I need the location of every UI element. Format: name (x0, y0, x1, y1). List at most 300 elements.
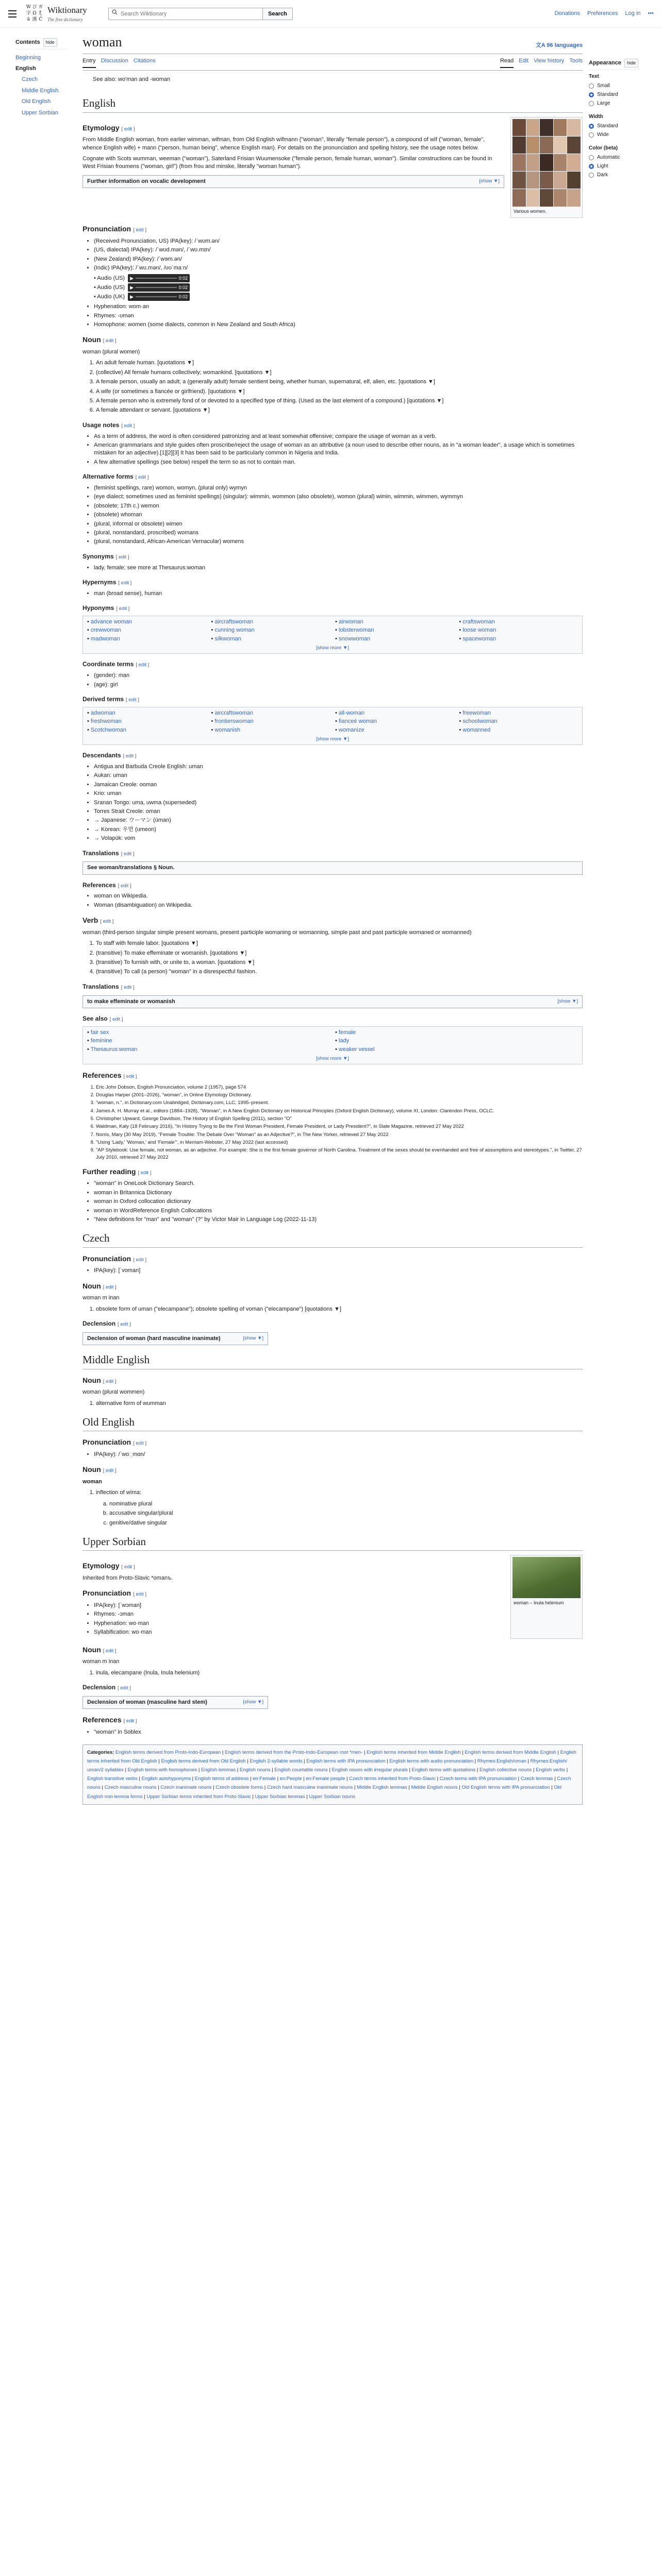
category-link[interactable]: English nouns with irregular plurals (332, 1767, 408, 1773)
definition: 2. (transitive) To make effeminate or womanish. [quotations ▼] (96, 950, 583, 957)
edit-link[interactable]: edit (106, 1648, 114, 1654)
edit-link[interactable]: edit (125, 753, 134, 759)
definition: 1. inflection of wīma: a. nominative plural b. accusative singular/plural c. genitive/dative singular (96, 1489, 583, 1527)
edit-link[interactable]: edit (140, 1170, 149, 1176)
see-also-box (82, 1026, 583, 1064)
logo-glyph: ξ (39, 11, 42, 16)
ipa-line: • (Indic) IPA(key): /ˈwʊ.mən/, /ʋʊˈmaːn/ (94, 264, 583, 272)
ang-headword: woman (82, 1479, 102, 1485)
derived-term-link[interactable]: • freshwoman (87, 718, 206, 725)
hsb-headword: woman m inan (82, 1658, 120, 1665)
photo-tile (526, 137, 540, 154)
edit-link[interactable]: edit (138, 474, 146, 481)
pron-line: • Hyphenation: wo·man (94, 1620, 504, 1628)
pron-extra: • Hyphenation: wom·an (94, 303, 583, 311)
category-link[interactable]: Czech masculine nouns (104, 1785, 157, 1791)
see-also-link[interactable]: • feminine (87, 1037, 330, 1045)
category-link[interactable]: Middle English nouns (411, 1785, 458, 1791)
play-icon: ▶ (130, 285, 134, 291)
usage-note: • American grammarians and style guides often proscribe/reject the usage of woman as an attributive (a noun used to describe other nouns, as in "a woman leader", a usage which is sometimes mistaken for an adjective).[1][2][3] It has been said to be particularly common in Nigeria and India. (94, 442, 583, 457)
category-link[interactable]: Upper Sorbian terms inherited from Proto-Slavic (146, 1793, 251, 1800)
noun-headword: woman (plural women) (82, 349, 140, 355)
ang-ipa: • IPA(key): /ˈwoːˌmɑn/ (94, 1451, 583, 1459)
toc-item[interactable]: Middle English (22, 87, 59, 94)
site-header (0, 0, 662, 28)
tab-entry[interactable]: Entry (82, 57, 96, 67)
derived-term-link[interactable]: • aircraftswoman (211, 709, 330, 717)
category-link[interactable]: Czech inanimate nouns (160, 1785, 212, 1791)
photo-tile (540, 119, 553, 136)
user-link[interactable]: Log in (625, 10, 641, 16)
audio-row (94, 293, 583, 301)
see-also-link[interactable]: • weaker vessel (335, 1046, 578, 1054)
photo-tile (554, 189, 567, 206)
show-more-link[interactable]: [show more ▼] (316, 1055, 349, 1061)
hyponyms-box (82, 616, 583, 654)
color-option[interactable] (589, 172, 640, 179)
further-reading: • "New definitions for "man" and "woman" (?" by Victor Mair in Language Log (2022-11-13) (94, 1216, 583, 1224)
logo-glyph: ä (27, 17, 30, 23)
user-links (555, 10, 654, 18)
descendants-heading: Descendants (82, 752, 121, 759)
color-option-label: Automatic (597, 154, 620, 160)
definition: 1. To staff with female labor. [quotations ▼] (96, 940, 583, 947)
coordinate-term: • (age): girl (94, 681, 583, 689)
alt-form: • (obsolete) whoman (94, 511, 583, 519)
edit-link[interactable]: edit (106, 1468, 114, 1474)
category-link[interactable]: en:Female (253, 1776, 276, 1782)
reference: 6. Waldman, Katy (18 February 2016), "In History Trying to Be the First Woman President, Female President, or Lady President?", in Slate Magazine, retrieved 27 May 2022 (96, 1123, 583, 1130)
descendant: • Sranan Tongo: uma, uwma (superseded) (94, 799, 583, 807)
user-link[interactable]: Donations (554, 10, 581, 16)
text-size-option[interactable] (589, 91, 640, 98)
category-link[interactable]: Upper Sorbian lemmas (255, 1793, 305, 1800)
pron-line: • Syllabification: wo·man (94, 1629, 504, 1636)
ipa-line: • (US, dialectal) IPA(key): /ˈwʊd.mən/, /ˈwʊ.mɪn/ (94, 246, 583, 254)
ipa-line: • (New Zealand) IPA(key): /ˈwɘm.ən/ (94, 256, 583, 263)
tab-tools[interactable]: Tools (569, 58, 583, 64)
definition: 4. A wife (or sometimes a fiancée or girlfriend). [quotations ▼] (96, 388, 583, 396)
photo-tile (567, 189, 581, 206)
hyponym-link[interactable]: • spacewoman (459, 635, 578, 643)
edit-link[interactable]: edit (106, 1378, 114, 1384)
edit-link[interactable]: edit (121, 580, 129, 586)
hsb-references-heading: References (82, 1716, 122, 1724)
category-link[interactable]: English terms derived from Middle English (465, 1750, 556, 1756)
derived-term-link[interactable]: • womanish (211, 726, 330, 734)
category-link[interactable]: English terms inherited from Middle English (366, 1750, 461, 1756)
ang-pronunciation-heading: Pronunciation (82, 1438, 131, 1447)
hyponym-link[interactable]: • aircraftswoman (211, 618, 330, 626)
width-label: Width (589, 113, 603, 120)
synonyms-heading: Synonyms (82, 552, 114, 560)
edit-link[interactable]: edit (126, 1718, 135, 1724)
text-size-option-label: Large (597, 100, 610, 106)
audio-label: • Audio (US) (94, 275, 125, 281)
search-form (108, 8, 293, 20)
see-also-link[interactable]: • fair sex (87, 1029, 330, 1037)
text-size-option[interactable] (589, 100, 640, 107)
category-link[interactable]: English terms with quotations (411, 1767, 476, 1773)
category-link[interactable]: English terms of address (194, 1776, 249, 1782)
toc-item[interactable]: Beginning (15, 54, 41, 61)
sub-definition: a. nominative plural (109, 1500, 583, 1508)
category-link[interactable]: en:People (279, 1776, 302, 1782)
edit-link[interactable]: edit (136, 1257, 144, 1263)
main-menu-button[interactable] (8, 8, 20, 20)
reference: • Woman (disambiguation) on Wikipedia. (94, 902, 583, 909)
category-link[interactable]: Upper Sorbian nouns (309, 1793, 356, 1800)
verb-translations-box[interactable]: to make effeminate or womanish [show ▼] (82, 995, 583, 1008)
text-size-option-label: Standard (597, 91, 618, 97)
toc-heading: Contents (15, 39, 40, 45)
derived-term-link[interactable]: • schoolwoman (459, 718, 578, 725)
category-link[interactable]: English terms inherited from Old English (87, 1750, 576, 1765)
progress-bar[interactable] (136, 287, 177, 288)
derived-term-link[interactable]: • frontierswoman (211, 718, 330, 725)
category-link[interactable]: Middle English lemmas (357, 1785, 407, 1791)
photo-tile (567, 119, 581, 136)
hyponym-link[interactable]: • advance woman (87, 618, 206, 626)
women-figure (510, 117, 583, 218)
inula-photo[interactable] (512, 1557, 581, 1598)
photo-tile (554, 137, 567, 154)
further-reading: • woman in WordReference English Collocations (94, 1207, 583, 1215)
hyponym-link[interactable]: • lobsterwoman (335, 626, 454, 634)
edit-link[interactable]: edit (136, 227, 144, 233)
wiktionary-logo-icon (26, 5, 43, 22)
pron-line: • Rhymes: -ɔman (94, 1611, 504, 1618)
alternative-forms-heading: Alternative forms (82, 473, 134, 481)
audio-row (94, 283, 583, 292)
radio-icon (589, 92, 594, 97)
usage-note: • As a term of address, the word is often considered patronizing and at least somewhat offensive; compare the usage of woman as a verb. (94, 433, 583, 440)
photo-tile (567, 172, 581, 189)
hsb-pronunciation-heading: Pronunciation (82, 1589, 131, 1598)
women-photo-collage[interactable] (512, 119, 581, 207)
tab-discussion[interactable]: Discussion (101, 58, 128, 64)
appearance-hide-button[interactable]: hide (624, 59, 638, 67)
hsb-noun-heading: Noun (82, 1645, 101, 1654)
hsb-declension-box[interactable]: Declension of woman (masculine hard stem) [show ▼] (82, 1696, 268, 1709)
category-link[interactable]: English terms with IPA pronunciation (306, 1758, 386, 1765)
toc-item[interactable]: Old English (22, 98, 51, 105)
category-link[interactable]: Czech obsolete forms (216, 1785, 263, 1791)
language-heading-old-english: Old English (82, 1415, 583, 1431)
further-reading: • woman in Britannica Dictionary (94, 1189, 583, 1197)
main-content: woman 文A 96 languages Entry Discussion Citations Read Edit View history Tools See also: wo'man and -woman English Etymology [ edit ] From Middle English woman, from earlier wimman, wifman, from Old English wīfmann ("woman", literally "female person"), a compound of wīf ("woman, female", whence English wife) + mann ("person, human being", whence English man). For details on the pronunciation and spelling history, see the usage notes below. Cognate with Scots wumman, weeman ("woman"), Saterland Frisian Wuumensoke ("female person, female human, woman"). Similar constructions can be found in West Frisian froumens ("woman, girl") (from frou and minske, literally "woman human"). Further information on vocalic development [show ▼] Various women. Pronunciation [ edit ] • (Received Pronunciation, US) IPA(key): /ˈwʊm.ən/ • (US, dialectal) IPA(key): /ˈwʊd.mən/, /ˈwʊ.mɪn/ • (New Zealand) IPA(key): /ˈwɘm.ən/ • (Indic) IPA(key): /ˈwʊ.mən/, /ʋʊˈmaːn/ • Audio (US) ▶ 0:02 • Audio (US) ▶ 0:02 • Audio (UK) ▶ 0:02 • Hyphenation: wom·an • Rhymes: -ʊmən • Homophone: women (some dialects, common in New Zealand and South Africa) Noun [ edit ] woman (plural women) 1. An adult female human. [quotations ▼] 2. (collective) All female humans collectively; womankind. [quotations ▼] 3. A female person, usually an adult; a (generally adult) female sentient being, whether human, supernatural, elf, alien, etc. [quotations ▼] 4. A wife (or sometimes a fiancée or girlfriend). [quotations ▼] 5. A female person who is extremely fond of or devoted to a specified type of thing. (Used as the last element of a compound.) [quotations ▼] 6. A female attendant or servant. [quotations ▼] Usage notes [ edit ] • As a term of address, the word is often considered patronizing and at least somewhat offensive; compare the usage of woman as a verb. • American grammarians and style guides often proscribe/reject the usage of woman as an attributive (a noun used to describe other nouns, as in "a woman leader", a usage which is sometimes mistaken for an adjective).[1][2][3] It has been said to be particularly common in Nigeria and India. • A few alternative spellings (see below) respell the term so as not to contain man. Alternative forms [ edit ] • (feminist spellings, rare) womon, womyn, (plural only) wymyn • (eye dialect; sometimes used as feminist spellings) (singular): wimmin, wommon (also obsolete), womon (plural) wimin, wimmin, wimmen, wymmyn • (obsolete; 17th c.) wemon • (obsolete) whoman • (plural, informal or obsolete) wimen • (plural, nonstandard, proscribed) womans • (plural, nonstandard, African-American Vernacular) womens Synonyms [ edit ] • lady, female; see more at Thesaurus:woman Hypernyms [ edit ] • man (broad sense), human Hyponyms [ edit ] • advance woman • aircraftswoman • airwoman • craftswoman • crewwoman • cunning woman • lobsterwoman • loose woman • madwoman • silkwoman • snowwoman • spacewoman [show more ▼] Coordinate terms [ edit ] • (gender): man • (age): girl Derived terms [ edit ] • adwoman • aircraftswoman • all-woman • freewoman • freshwoman • frontierswoman • fianceé woman • schoolwoman • Scotchwoman • womanish • womanize • womanned [show more ▼] Descendants [ edit ] • Antigua and Barbuda Creole English: uman • Aukan: uman • Jamaican Creole: ooman • Krio: uman • Sranan Tongo: uma, uwma (superseded) • Torres Strait Creole: oman • → Japanese: ウーマン (ūman) • → Korean: 우먼 (umeon) • → Volapük: vom Translations [ edit ] See woman/translations § Noun. References [ edit ] • woman on Wikipedia. • Woman (disambiguation) on Wikipedia. Verb [ edit ] woman (third-person singular simple present womans, present participle womaning or womanning, simple past and past participle womaned or womanned) 1. To staff with female labor. [quotations ▼] 2. (transitive) To make effeminate or womanish. [quotations ▼] 3. (transitive) To furnish with, or unite to, a woman. [quotations ▼] 4. (transitive) To call (a person) "woman" in a disrespectful fashion. Translations [ edit ] to make effeminate or womanish [show ▼] See also [ edit ] • fair sex • female • feminine • lady • Thesaurus:woman • weaker vessel [show more ▼] References [ edit ] 1. Eric John Dobson, English Pronunciation, volume 2 (1957), page 574 2. Douglas Harper (2001–2026), "woman", in Online Etymology Dictionary. 3. "woman, n.", in Dictionary.com Unabridged, Dictionary.com, LLC, 1995–present. 4. James A. H. Murray et al., editors (1884–1928), "Woman", in A New English Dictionary on Historical Principles (Oxford English Dictionary), volume XI, London: Clarendon Press, OCLC. 5. Christopher Upward, George Davidson, The History of English Spelling (2011), section "O" 6. Waldman, Katy (18 February 2016), "In History Trying to Be the First Woman President, Female President, or Lady President?", in Slate Magazine, retrieved 27 May 2022 7. Norris, Mary (30 May 2019), "Female Trouble: The Debate Over "Woman" as an Adjective?", in The New Yorker, retrieved 27 May 2022 8. "Using 'Lady,' 'Woman,' and 'Female'", in Merriam-Webster, 27 May 2022 (last accessed) 9. "AP Stylebook: Use female, not woman, as an adjective. For example: She is the first female governor of North Carolina. Treatment of the sexes should be evenhanded and free of assumptions and stereotypes.", in Twitter, 27 July 2010, retrieved 27 May 2022 Further reading [ edit ] • "woman" in OneLook Dictionary Search. • woman in Britannica Dictionary • woman in Oxford collocation dictionary • woman in WordReference English Collocations • "New definitions for "man" and "woman" (?" by Victor Mair in Language Log (2022-11-13) Czech Pronunciation [ edit ] • IPA(key): [ˈvoman] Noun [ edit ] woman m inan 1. obsolete form of uman ("elecampane"); obsolete spelling of voman ("elecampane") [quotations ▼] Declension [ edit ] Declension of woman (hard masculine inanimate) [show ▼] Middle English Noun [ edit ] woman (plural wommen) 1. alternative form of wumman Old English Pronunciation [ edit ] • IPA(key): /ˈwoːˌmɑn/ Noun [ edit ] woman 1. inflection of wīma: a. nominative plural b. accusative singular/plural c. genitive/dative singular Upper Sorbian Etymology [ edit ] Inherited from Proto-Slavic *omanъ. Pronunciation [ edit ] • IPA(key): [ˈwɔman] • Rhymes: -ɔman • Hyphenation: wo·man • Syllabification: wo·man woman – Inula helenium Noun [ edit ] woman m inan 1. inula, elecampane (Inula, Inula helenium) Declension [ edit ] Declension of woman (masculine hard stem) [show ▼] References [ edit ] • "woman" in Soblex Categories: English terms derived from Proto-Indo-European | English terms derived from the Proto-Indo-European root *men- | English terms inherited from Middle English | English terms derived from Middle English | English terms inherited from Old English | English terms derived from Old English | English 2-syllable words | English terms with IPA pronunciation | English terms with audio pronunciation | Rhymes:English/ʊmən | Rhymes:English/ʊmən/2 syllables | English terms with homophones | English lemmas | English nouns | English countable nouns | English nouns with irregular plurals | English terms with quotations | English collective nouns | English verbs | English transitive verbs | English autohyponyms | English terms of address | en:Female | en:People | en:Female people | Czech terms inherited from Proto-Slavic | Czech terms with IPA pronunciation | Czech lemmas | Czech nouns | Czech masculine nouns | Czech inanimate nouns | Czech obsolete forms | Czech hard masculine inanimate nouns | Middle English lemmas | Middle English nouns | Old English terms with IPA pronunciation | Old English non-lemma forms | Upper Sorbian terms inherited from Proto-Slavic | Upper Sorbian lemmas | Upper Sorbian nouns (67, 28, 583, 1815)
edit-link[interactable]: edit (126, 1074, 135, 1080)
hyponym-link[interactable]: • silkwoman (211, 635, 330, 643)
category-link[interactable]: Czech lemmas (520, 1776, 553, 1782)
user-link[interactable]: Preferences (587, 10, 618, 16)
photo-tile (567, 154, 581, 171)
reference: 4. James A. H. Murray et al., editors (1884–1928), "Woman", in A New English Dictionary on Historical Principles (Oxford English Dictionary), volume XI, London: Clarendon Press, OCLC. (96, 1108, 583, 1114)
search-button[interactable]: Search (263, 8, 293, 20)
edit-link[interactable]: edit (138, 662, 146, 668)
references-heading: References (82, 881, 116, 889)
edit-link[interactable]: edit (121, 883, 129, 889)
search-icon (112, 9, 118, 18)
audio-player[interactable] (128, 274, 190, 282)
verb-translations-heading: Translations (82, 982, 119, 990)
alt-form: • (plural, informal or obsolete) wimen (94, 520, 583, 528)
noun-heading: Noun (82, 335, 101, 344)
edit-link[interactable]: edit (112, 1016, 121, 1022)
edit-link[interactable]: edit (106, 1284, 114, 1290)
descendant: • Aukan: uman (94, 772, 583, 779)
language-heading-english: English (82, 96, 583, 112)
definition: 2. (collective) All female humans collectively; womankind. [quotations ▼] (96, 369, 583, 377)
category-link[interactable]: English autohyponyms (141, 1776, 191, 1782)
language-heading-upper-sorbian: Upper Sorbian (82, 1534, 583, 1551)
category-link[interactable]: Czech nouns (87, 1776, 571, 1791)
reference: 2. Douglas Harper (2001–2026), "woman", in Online Etymology Dictionary. (96, 1092, 583, 1098)
derived-term-link[interactable]: • womanned (459, 726, 578, 734)
text-size-option-label: Small (597, 82, 610, 89)
category-link[interactable]: English terms with audio pronunciation (389, 1758, 473, 1765)
photo-tile (512, 119, 526, 136)
toc-item[interactable]: English (15, 65, 36, 72)
translations-link-box[interactable]: See woman/translations § Noun. (82, 861, 583, 874)
logo-glyph: 漢 (32, 17, 37, 23)
derived-term-link[interactable]: • all-woman (335, 709, 454, 717)
pron-line: • IPA(key): [ˈwɔman] (94, 1602, 504, 1609)
width-option[interactable] (589, 131, 640, 139)
definition: 3. (transitive) To furnish with, or unite to, a woman. [quotations ▼] (96, 959, 583, 967)
descendant: • → Volapük: vom (94, 835, 583, 842)
usage-note: • A few alternative spellings (see below) respell the term so as not to contain man. (94, 459, 583, 466)
category-link[interactable]: English collective nouns (479, 1767, 532, 1773)
edit-link[interactable]: edit (123, 984, 132, 990)
edit-link[interactable]: edit (120, 1685, 128, 1691)
radio-icon (589, 164, 594, 169)
see-also-link[interactable]: • female (335, 1029, 578, 1037)
reference: • "woman" in Soblex (94, 1728, 583, 1736)
pronunciation-heading: Pronunciation (82, 225, 131, 233)
etymology-text: From Middle English woman, from earlier wimman, wifman, from Old English wīfmann ("woman", literally "female person"), a compound of wīf ("woman, female", whence English wife) + mann ("person, human being", whence English man). For details on the pronunciation and spelling history, see the usage notes below. (82, 137, 485, 151)
category-link[interactable]: English terms derived from Old English (161, 1758, 246, 1765)
category-link[interactable]: English verbs (536, 1767, 566, 1773)
audio-player[interactable] (128, 293, 190, 301)
vocalic-development-box[interactable]: Further information on vocalic development [show ▼] (82, 175, 504, 188)
edit-link[interactable]: edit (136, 1591, 144, 1598)
radio-icon (589, 173, 594, 178)
see-also-link[interactable]: • lady (335, 1037, 578, 1045)
hyponym-link[interactable]: • loose woman (459, 626, 578, 634)
alt-form: • (feminist spellings, rare) womon, womyn, (plural only) wymyn (94, 484, 583, 492)
definition: 5. A female person who is extremely fond of or devoted to a specified type of thing. (Used as the last element of a compound.) [quotations ▼] (96, 397, 583, 405)
color-option[interactable] (589, 154, 640, 161)
category-link[interactable]: Czech hard masculine inanimate nouns (267, 1785, 353, 1791)
category-link[interactable]: English terms derived from the Proto-Indo-European root *men- (225, 1750, 363, 1756)
text-size-option[interactable] (589, 82, 640, 90)
toc-hide-button[interactable]: hide (43, 38, 57, 47)
photo-tile (526, 189, 540, 206)
progress-bar[interactable] (136, 278, 177, 279)
tab-read[interactable]: Read (500, 57, 514, 67)
alt-form: • (eye dialect; sometimes used as feminist spellings) (singular): wimmin, wommon (also obsolete), womon (plural) wimin, wimmin, wimmen, wymmyn (94, 493, 583, 501)
page-title: woman (82, 35, 122, 49)
further-reading: • "woman" in OneLook Dictionary Search. (94, 1180, 583, 1188)
hypernyms-heading: Hypernyms (82, 578, 117, 586)
ipa-line: • (Received Pronunciation, US) IPA(key): /ˈwʊm.ən/ (94, 238, 583, 245)
etymology-cognates: Cognate with Scots wumman, weeman ("woman"), Saterland Frisian Wuumensoke ("female person, female human, woman"). Similar constructions can be found in West Frisian froumens ("woman, girl") (from frou and minske, literally "woman human"). (82, 155, 492, 170)
reference: 5. Christopher Upward, George Davidson, The History of English Spelling (2011), section "O" (96, 1115, 583, 1122)
toc-item[interactable]: Upper Sorbian (22, 109, 58, 116)
audio-player[interactable] (128, 283, 190, 292)
photo-tile (567, 137, 581, 154)
toc-item[interactable]: Czech (22, 76, 38, 83)
categories-label: Categories: (87, 1750, 114, 1756)
play-icon: ▶ (130, 276, 134, 281)
audio-time: 0:02 (178, 285, 188, 291)
tab-citations[interactable]: Citations (133, 58, 156, 64)
user-link[interactable]: ••• (648, 10, 654, 16)
color-option[interactable] (589, 163, 640, 170)
photo-tile (526, 154, 540, 171)
category-link[interactable]: English nouns (239, 1767, 271, 1773)
logo-subtitle: The free dictionary (47, 17, 83, 23)
derived-term-link[interactable]: • adwoman (87, 709, 206, 717)
category-link[interactable]: English transitive verbs (87, 1776, 138, 1782)
photo-tile (554, 119, 567, 136)
hsb-etymology-heading: Etymology (82, 1562, 120, 1570)
definition: 1. An adult female human. [quotations ▼] (96, 359, 583, 367)
category-link[interactable]: Rhymes:English/ʊmən/2 syllables (87, 1758, 567, 1773)
language-heading-middle-english: Middle English (82, 1352, 583, 1369)
show-more-link[interactable]: [show more ▼] (316, 645, 349, 651)
cs-declension-box[interactable]: Declension of woman (hard masculine inanimate) [show ▼] (82, 1332, 268, 1345)
category-link[interactable]: Rhymes:English/ʊmən (477, 1758, 526, 1765)
photo-tile (540, 154, 553, 171)
category-link[interactable]: en:Female people (306, 1776, 345, 1782)
verb-heading: Verb (82, 916, 98, 925)
audio-label: • Audio (US) (94, 284, 125, 291)
category-link[interactable]: English terms derived from Proto-Indo-European (115, 1750, 221, 1756)
derived-term-link[interactable]: • Scotchwoman (87, 726, 206, 734)
category-link[interactable]: English countable nouns (274, 1767, 328, 1773)
descendant: • Krio: uman (94, 790, 583, 798)
alt-form: • (obsolete; 17th c.) wemon (94, 502, 583, 510)
descendant: • → Japanese: ウーマン (ūman) (94, 817, 583, 824)
further-reading: • woman in Oxford collocation dictionary (94, 1198, 583, 1206)
hsb-etymology: Inherited from Proto-Slavic *omanъ. (82, 1574, 173, 1581)
width-option[interactable] (589, 123, 640, 130)
cs-declension-heading: Declension (82, 1320, 116, 1328)
width-option-label: Standard (597, 123, 618, 129)
hyponym-link[interactable]: • cunning woman (211, 626, 330, 634)
photo-tile (554, 172, 567, 189)
verb-headword: woman (third-person singular simple present womans, present participle womaning or womanning, simple past and past participle womaned or womanned) (82, 929, 472, 936)
edit-link[interactable]: edit (128, 697, 137, 703)
edit-link[interactable]: edit (124, 126, 133, 132)
audio-time: 0:02 (178, 276, 188, 281)
definition: 3. A female person, usually an adult; a (generally adult) female sentient being, whether human, supernatural, elf, alien, etc. [quotations ▼] (96, 378, 583, 386)
width-option-label: Wide (597, 131, 609, 138)
progress-bar[interactable] (136, 296, 177, 297)
show-more-link[interactable]: [show more ▼] (316, 736, 349, 742)
edit-link[interactable]: edit (123, 851, 132, 857)
tab-view-history[interactable]: View history (534, 58, 565, 64)
derived-term-link[interactable]: • womanize (335, 726, 454, 734)
play-icon: ▶ (130, 294, 134, 300)
usage-notes-heading: Usage notes (82, 421, 120, 429)
edit-link[interactable]: edit (120, 1321, 128, 1328)
translate-icon: 文A (535, 42, 547, 48)
photo-tile (512, 189, 526, 206)
hyponyms-heading: Hyponyms (82, 604, 114, 612)
color-option-label: Light (597, 163, 608, 169)
logo-glyph: ぴ (32, 5, 37, 10)
category-link[interactable]: English 2-syllable words (250, 1758, 303, 1765)
definition: 1. alternative form of wumman (96, 1400, 583, 1408)
edit-link[interactable]: edit (119, 606, 127, 612)
search-field[interactable] (108, 8, 263, 20)
coordinate-term: • (gender): man (94, 672, 583, 680)
tab-edit[interactable]: Edit (519, 58, 529, 64)
photo-tile (540, 189, 553, 206)
site-logo[interactable] (26, 4, 103, 23)
category-link[interactable]: English terms with homophones (127, 1767, 197, 1773)
derived-term-link[interactable]: • fianceé woman (335, 718, 454, 725)
derived-term-link[interactable]: • freewoman (459, 709, 578, 717)
see-also-heading: See also (82, 1015, 108, 1022)
etymology-heading: Etymology (82, 123, 120, 132)
pron-extra: • Homophone: women (some dialects, common in New Zealand and South Africa) (94, 321, 583, 329)
search-input[interactable] (121, 11, 259, 17)
edit-link[interactable]: edit (124, 1564, 133, 1570)
references2-heading: References (82, 1071, 122, 1080)
reference: 7. Norris, Mary (30 May 2019), "Female Trouble: The Debate Over "Woman" as an Adjective?", in The New Yorker, retrieved 27 May 2022 (96, 1131, 583, 1138)
translations-heading: Translations (82, 849, 119, 857)
hyponym-link[interactable]: • crewwoman (87, 626, 206, 634)
category-link[interactable]: English lemmas (201, 1767, 236, 1773)
alt-form: • (plural, nonstandard, proscribed) womans (94, 529, 583, 537)
further-reading-heading: Further reading (82, 1167, 136, 1176)
hyponym-link[interactable]: • snowwoman (335, 635, 454, 643)
edit-link[interactable]: edit (118, 554, 127, 560)
hyponym-link[interactable]: • airwoman (335, 618, 454, 626)
definition: 4. (transitive) To call (a person) "woman" in a disrespectful fashion. (96, 968, 583, 976)
text-size-label: Text (589, 73, 599, 79)
category-link[interactable]: Old English terms with IPA pronunciation (461, 1785, 550, 1791)
see-also-link[interactable]: • Thesaurus:woman (87, 1046, 330, 1054)
category-link[interactable]: Czech terms inherited from Proto-Slavic (349, 1776, 436, 1782)
photo-tile (540, 137, 553, 154)
appearance-panel (583, 28, 647, 1815)
languages-button[interactable]: 文A 96 languages (535, 42, 583, 48)
cs-noun-heading: Noun (82, 1281, 101, 1290)
photo-tile (540, 172, 553, 189)
cs-headword: woman m inan (82, 1295, 120, 1301)
category-link[interactable]: Old English non-lemma forms (87, 1785, 561, 1800)
cs-ipa: • IPA(key): [ˈvoman] (94, 1267, 583, 1275)
descendant: • Jamaican Creole: ooman (94, 781, 583, 789)
category-link[interactable]: Czech terms with IPA pronunciation (439, 1776, 517, 1782)
figure-caption: Various women. (514, 208, 547, 214)
hyponym-link[interactable]: • craftswoman (459, 618, 578, 626)
hsb-figure-caption: woman – Inula helenium (514, 1600, 564, 1606)
edit-link[interactable]: edit (106, 338, 114, 344)
coordinate-terms-heading: Coordinate terms (82, 660, 134, 668)
edit-link[interactable]: edit (124, 422, 132, 429)
edit-link[interactable]: edit (136, 1440, 144, 1447)
edit-link[interactable]: edit (103, 919, 111, 925)
radio-icon (589, 101, 594, 106)
logo-glyph: ガ (38, 5, 43, 10)
hyponym-link[interactable]: • madwoman (87, 635, 206, 643)
